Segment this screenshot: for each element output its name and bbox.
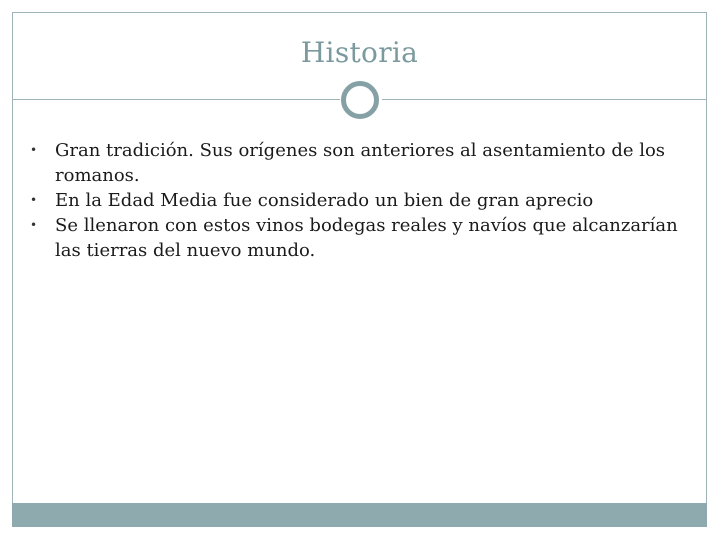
bullet-icon: • xyxy=(30,143,38,157)
bullet-text: Se llenaron con estos vinos bodegas reales y navíos que alcanzarían las tierras del nuevo mundo. xyxy=(55,215,678,261)
circle-ornament-icon xyxy=(341,81,379,119)
title-divider-left xyxy=(12,99,340,100)
bullet-item xyxy=(30,213,680,263)
slide-title: Historia xyxy=(300,36,419,69)
bullet-list xyxy=(30,138,680,263)
title-divider-right xyxy=(382,99,707,100)
bullet-text: Gran tradición. Sus orígenes son anteriores al asentamiento de los romanos. xyxy=(55,140,666,186)
bullet-icon: • xyxy=(30,193,38,207)
bullet-icon: • xyxy=(30,218,38,232)
footer-bar xyxy=(12,503,707,527)
bullet-item xyxy=(30,188,680,213)
bullet-item xyxy=(30,138,680,188)
bullet-text: En la Edad Media fue considerado un bien de gran aprecio xyxy=(55,190,594,211)
